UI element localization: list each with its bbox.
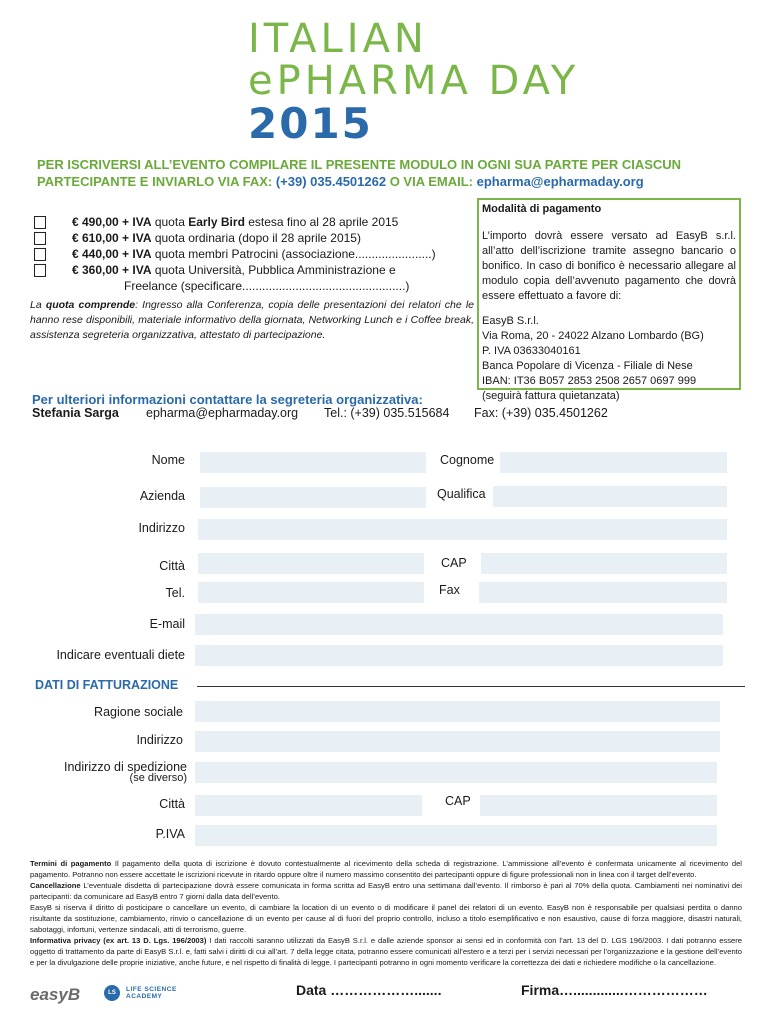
label-billing-citta: Città — [159, 797, 185, 811]
input-email[interactable] — [195, 614, 723, 635]
checkbox-ordinaria[interactable] — [34, 232, 46, 245]
contact-fax: Fax: (+39) 035.4501262 — [474, 406, 608, 420]
label-cognome: Cognome — [440, 453, 495, 467]
label-cap: CAP — [441, 556, 467, 570]
signature-field[interactable]: Firma….............……………… — [521, 982, 708, 998]
input-spedizione[interactable] — [195, 762, 717, 783]
date-field[interactable]: Data ………………....... — [296, 982, 442, 998]
intro-fax: (+39) 035.4501262 — [275, 174, 387, 189]
billing-heading: DATI DI FATTURAZIONE — [35, 678, 179, 692]
terms-pagamento: Termini di pagamento Il pagamento della quota di iscrizione è dovuto contestualmente al ricevimento della scheda di registrazione. L’ammissione all’evento è confermata unicamente al ricevimento del pagamento. Potranno non essere accettate le iscrizioni ricevute in ritardo oppure oltre il numero massimo consentito dei partecipanti oppure di figure professionali non in linea con il target dell’evento. — [30, 859, 742, 879]
title-line-1: ITALIAN — [248, 16, 428, 62]
input-billing-indirizzo[interactable] — [195, 731, 720, 752]
terms-riserva: EasyB si riserva il diritto di posticipare o cancellare un evento, di cambiare la location di un evento o di modificare il panel dei relatori di un evento. EasyB non è responsabile per qualsiasi perdita o danno risultante da sostituzione, cambiamento, rinvio o cancellazione di un evento per cause al di fuori del proprio controllo, incluso a titolo esemplificativo e non esaustivo, cause di forza maggiore, disastri naturali, sabotaggi, infortuni, vertenze sindacali, atti di terrorismo, guerre. — [30, 903, 742, 934]
option-universita: € 360,00 + IVA quota Università, Pubblica Amministrazione e Freelance (specificare.................................................) — [34, 262, 474, 294]
payment-box — [477, 198, 741, 402]
life-science-academy-logo: LS LIFE SCIENCE ACADEMY — [104, 985, 177, 1001]
label-billing-indirizzo: Indirizzo — [136, 733, 183, 747]
label-ragione-sociale: Ragione sociale — [94, 705, 183, 719]
label-email: E-mail — [149, 617, 185, 631]
label-spedizione-note: (se diverso) — [129, 772, 187, 784]
input-tel[interactable] — [198, 582, 424, 603]
payment-title: Modalità di pagamento — [482, 203, 602, 215]
label-tel: Tel. — [165, 586, 185, 600]
input-cognome[interactable] — [500, 452, 727, 473]
quota-description: La quota comprende: Ingresso alla Conferenza, copia delle presentazioni dei relatori che le hanno rese disponibili, materiale informativo della giornata, Networking Lunch e i Coffee break, assistenza segreteria organizzativa, attestato di partecipazione. — [30, 299, 474, 341]
input-indirizzo[interactable] — [198, 519, 727, 540]
contact-name: Stefania Sarga — [32, 406, 119, 420]
label-indirizzo: Indirizzo — [138, 521, 185, 535]
input-citta[interactable] — [198, 553, 424, 574]
checkbox-patrocini[interactable] — [34, 248, 46, 261]
label-nome: Nome — [151, 453, 185, 467]
terms-text — [30, 858, 742, 968]
payment-line: Banca Popolare di Vicenza - Filiale di Nese — [482, 360, 693, 372]
label-billing-cap: CAP — [445, 794, 471, 808]
title-year: 2015 — [248, 99, 373, 148]
option-ordinaria: € 610,00 + IVA quota ordinaria (dopo il 28 aprile 2015) — [34, 230, 474, 246]
input-ragione-sociale[interactable] — [195, 701, 720, 722]
input-qualifica[interactable] — [493, 486, 727, 507]
terms-privacy: Informativa privacy (ex art. 13 D. Lgs. 196/2003) I dati raccolti saranno utilizzati da EasyB S.r.l. e dalle aziende sponsor ai sensi ed in conformità con l’art. 13 del D. LGS 196/2003. I dati potranno essere oggetto di trattamento da parte di EasyB S.r.l. e, fatti salvi i diritti di cui all’art. 7 della legge citata, potranno essere comunicati all’estero e a terzi per i servizi necessari per l’organizzazione e la gestione dell’evento e per la divulgazione delle proprie iniziative, anche future, e nel rispetto di finalità di legge. I partecipanti potranno in ogni momento verificare la correttezza dei dati e richiedere modifiche o la cancellazione. — [30, 936, 742, 967]
input-piva[interactable] — [195, 825, 717, 846]
label-piva: P.IVA — [155, 827, 185, 841]
payment-line: (seguirà fattura quietanzata) — [482, 390, 620, 402]
input-billing-cap[interactable] — [480, 795, 717, 816]
intro-email[interactable]: epharma@epharmaday.org — [476, 174, 644, 189]
option-early-bird: € 490,00 + IVA quota Early Bird estesa fino al 28 aprile 2015 — [34, 214, 474, 230]
payment-line: P. IVA 03633040161 — [482, 345, 581, 357]
intro-instructions: PER ISCRIVERSI ALL’EVENTO COMPILARE IL PRESENTE MODULO IN OGNI SUA PARTE PER CIASCUN PARTECIPANTE E INVIARLO VIA FAX: (+39) 035.4501262 O VIA EMAIL: epharma@epharmaday.org — [37, 157, 682, 189]
input-nome[interactable] — [200, 452, 426, 473]
input-diete[interactable] — [195, 645, 723, 666]
contact-email[interactable]: epharma@epharmaday.org — [146, 406, 299, 420]
label-spedizione: Indirizzo di spedizione — [64, 760, 187, 774]
easyb-logo: easyB — [30, 985, 81, 1004]
payment-line: EasyB S.r.l. — [482, 315, 539, 327]
contact-heading: Per ulteriori informazioni contattare la segreteria organizzativa: — [32, 392, 423, 407]
label-citta: Città — [159, 559, 185, 573]
label-diete: Indicare eventuali diete — [56, 648, 185, 662]
title-line-2: ePHARMA DAY — [248, 58, 580, 104]
input-billing-citta[interactable] — [195, 795, 422, 816]
academy-seal-icon: LS — [104, 985, 120, 1001]
checkbox-early-bird[interactable] — [34, 216, 46, 229]
input-fax[interactable] — [479, 582, 727, 603]
terms-cancellazione: Cancellazione L’eventuale disdetta di partecipazione dovrà essere comunicata in forma scritta ad EasyB entro una settimana dall’evento. Il rimborso è pari al 70% della quota. Cambiamenti nei nominativi dei partecipanti: da comunicare ad EasyB entro 7 giorni dalla data dell’evento. — [30, 881, 742, 901]
payment-text: L’importo dovrà essere versato ad EasyB s.r.l. all’atto dell’iscrizione tramite assegno bancario o bonifico. In caso di bonifico è necessario allegare al modulo copia dell’avvenuto pagamento che dovrà essere effettuato a favore di: — [482, 230, 736, 302]
checkbox-universita[interactable] — [34, 264, 46, 277]
billing-divider — [197, 686, 745, 687]
input-azienda[interactable] — [200, 487, 426, 508]
input-cap[interactable] — [481, 553, 727, 574]
label-qualifica: Qualifica — [437, 487, 486, 501]
label-azienda: Azienda — [139, 489, 185, 503]
price-options — [34, 214, 474, 294]
option-patrocini: € 440,00 + IVA quota membri Patrocini (associazione.......................) — [34, 246, 474, 262]
contact-tel: Tel.: (+39) 035.515684 — [324, 406, 450, 420]
label-fax: Fax — [439, 583, 460, 597]
payment-line: IBAN: IT36 B057 2853 2508 2657 0697 999 — [482, 375, 697, 387]
payment-line: Via Roma, 20 - 24022 Alzano Lombardo (BG) — [482, 330, 704, 342]
